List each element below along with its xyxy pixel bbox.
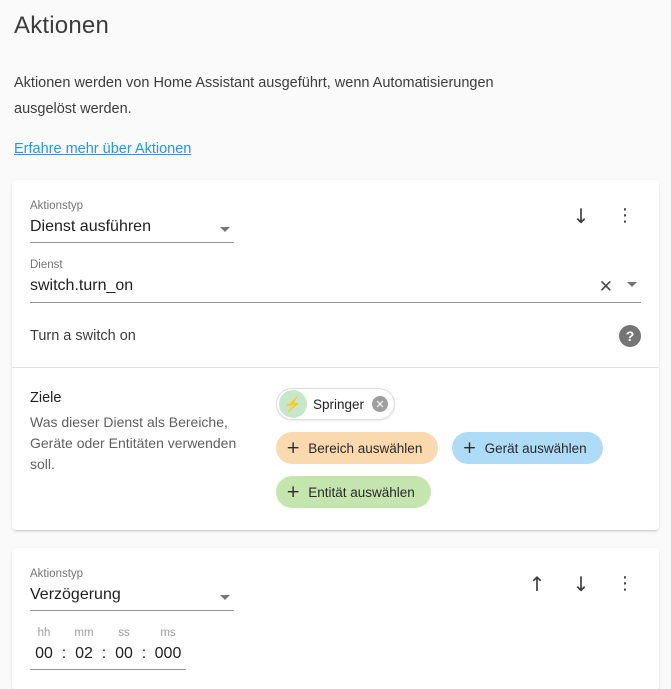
move-up-button[interactable] <box>523 570 551 598</box>
plus-icon: + <box>286 437 301 458</box>
targets-title: Ziele <box>30 390 62 406</box>
pick-device-button[interactable] <box>452 432 602 464</box>
service-label: Dienst <box>30 259 63 271</box>
duration-values <box>30 641 186 667</box>
service-input-row[interactable] <box>30 273 641 303</box>
pick-device-label: Gerät auswählen <box>484 440 587 456</box>
targets-subtitle: Was dieser Dienst als Bereiche, Geräte oder Entitäten verwenden soll. <box>30 414 237 472</box>
duration-labels <box>30 625 186 641</box>
help-icon[interactable]: ? <box>619 325 641 347</box>
duration-separator: : <box>101 645 107 662</box>
duration-separator: : <box>141 645 147 662</box>
duration-label-gap-3 <box>138 625 150 641</box>
page-title: Aktionen <box>14 12 109 39</box>
duration-label-gap-1 <box>58 625 70 641</box>
action-card-delay-body <box>12 548 659 689</box>
overflow-menu-button[interactable] <box>611 570 639 598</box>
duration-value-mm[interactable]: 02 <box>75 645 93 662</box>
service-description-row <box>30 303 641 367</box>
chevron-down-icon[interactable] <box>627 282 637 287</box>
kebab-menu-icon: ⋮ <box>616 573 634 594</box>
intro-paragraph: Aktionen werden von Home Assistant ausgeführt, wenn Automatisierungen ausgelöst werden. <box>14 75 494 117</box>
chevron-down-icon[interactable] <box>220 227 230 232</box>
targets-description <box>30 386 258 508</box>
chevron-down-icon[interactable] <box>220 595 230 600</box>
arrow-down-icon: ↓ <box>572 204 590 228</box>
targets-section <box>30 368 641 530</box>
duration-label-ss: ss <box>118 627 130 639</box>
duration-label-ms: ms <box>160 627 176 639</box>
picker-chip-row-2 <box>276 476 641 508</box>
action-type-value: Verzögerung <box>30 586 121 603</box>
move-down-button[interactable] <box>567 570 595 598</box>
action-type-select[interactable] <box>30 196 234 243</box>
entity-chip-label: Springer <box>313 396 365 412</box>
learn-more-link[interactable]: Erfahre mehr über Aktionen <box>14 141 192 157</box>
duration-field[interactable] <box>30 611 641 689</box>
intro-text <box>12 40 512 162</box>
duration-value-ss[interactable]: 00 <box>115 645 133 662</box>
arrow-up-icon: ↑ <box>528 572 546 596</box>
action-type-value: Dienst ausführen <box>30 218 151 235</box>
action-card-service-body <box>12 180 659 530</box>
service-card-header <box>30 196 641 243</box>
entity-chip[interactable] <box>276 388 395 420</box>
duration-value-hh[interactable]: 00 <box>35 645 53 662</box>
delay-card-header <box>30 564 641 611</box>
action-card-delay <box>12 548 659 689</box>
entity-chip-row <box>276 388 641 420</box>
duration-label-gap-2 <box>98 625 110 641</box>
action-type-select[interactable] <box>30 564 234 611</box>
service-field[interactable] <box>30 257 641 303</box>
kebab-menu-icon: ⋮ <box>616 205 634 226</box>
service-description: Turn a switch on <box>30 328 136 344</box>
duration-input[interactable] <box>30 625 186 670</box>
service-field-actions <box>599 279 641 299</box>
pick-entity-label: Entität auswählen <box>308 484 415 500</box>
overflow-menu-button[interactable] <box>611 202 639 230</box>
delay-card-header-icons <box>523 564 641 598</box>
arrow-down-icon: ↓ <box>572 572 590 596</box>
service-value: switch.turn_on <box>30 277 134 294</box>
targets-chips <box>276 386 641 508</box>
move-down-button[interactable] <box>567 202 595 230</box>
plus-icon: + <box>462 437 477 458</box>
action-type-label: Aktionstyp <box>30 200 84 212</box>
clear-icon[interactable]: ✕ <box>598 277 613 297</box>
action-card-service <box>12 180 659 530</box>
picker-chip-row-1 <box>276 432 641 464</box>
pick-area-button[interactable] <box>276 432 438 464</box>
pick-entity-button[interactable] <box>276 476 431 508</box>
action-type-label: Aktionstyp <box>30 568 84 580</box>
service-card-header-icons <box>567 196 641 230</box>
lightning-icon: ⚡ <box>279 390 307 418</box>
plus-icon: + <box>286 481 301 502</box>
remove-entity-icon[interactable]: ✕ <box>372 396 388 412</box>
duration-separator: : <box>61 645 67 662</box>
duration-value-ms[interactable]: 000 <box>154 645 182 662</box>
pick-area-label: Bereich auswählen <box>308 440 423 456</box>
duration-label-mm: mm <box>74 627 94 639</box>
duration-label-hh: hh <box>37 627 51 639</box>
